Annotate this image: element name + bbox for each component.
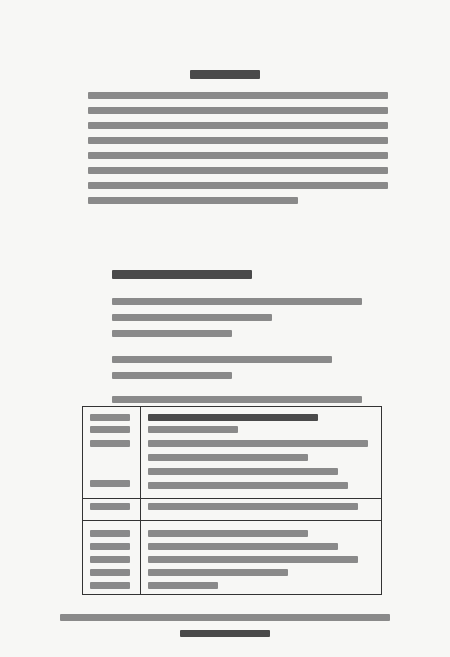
summary-paragraphs: [88, 92, 388, 212]
publication-info-table: [82, 406, 382, 596]
summary-heading: [190, 70, 260, 79]
cip-block: [112, 270, 382, 400]
footer: [60, 614, 390, 654]
